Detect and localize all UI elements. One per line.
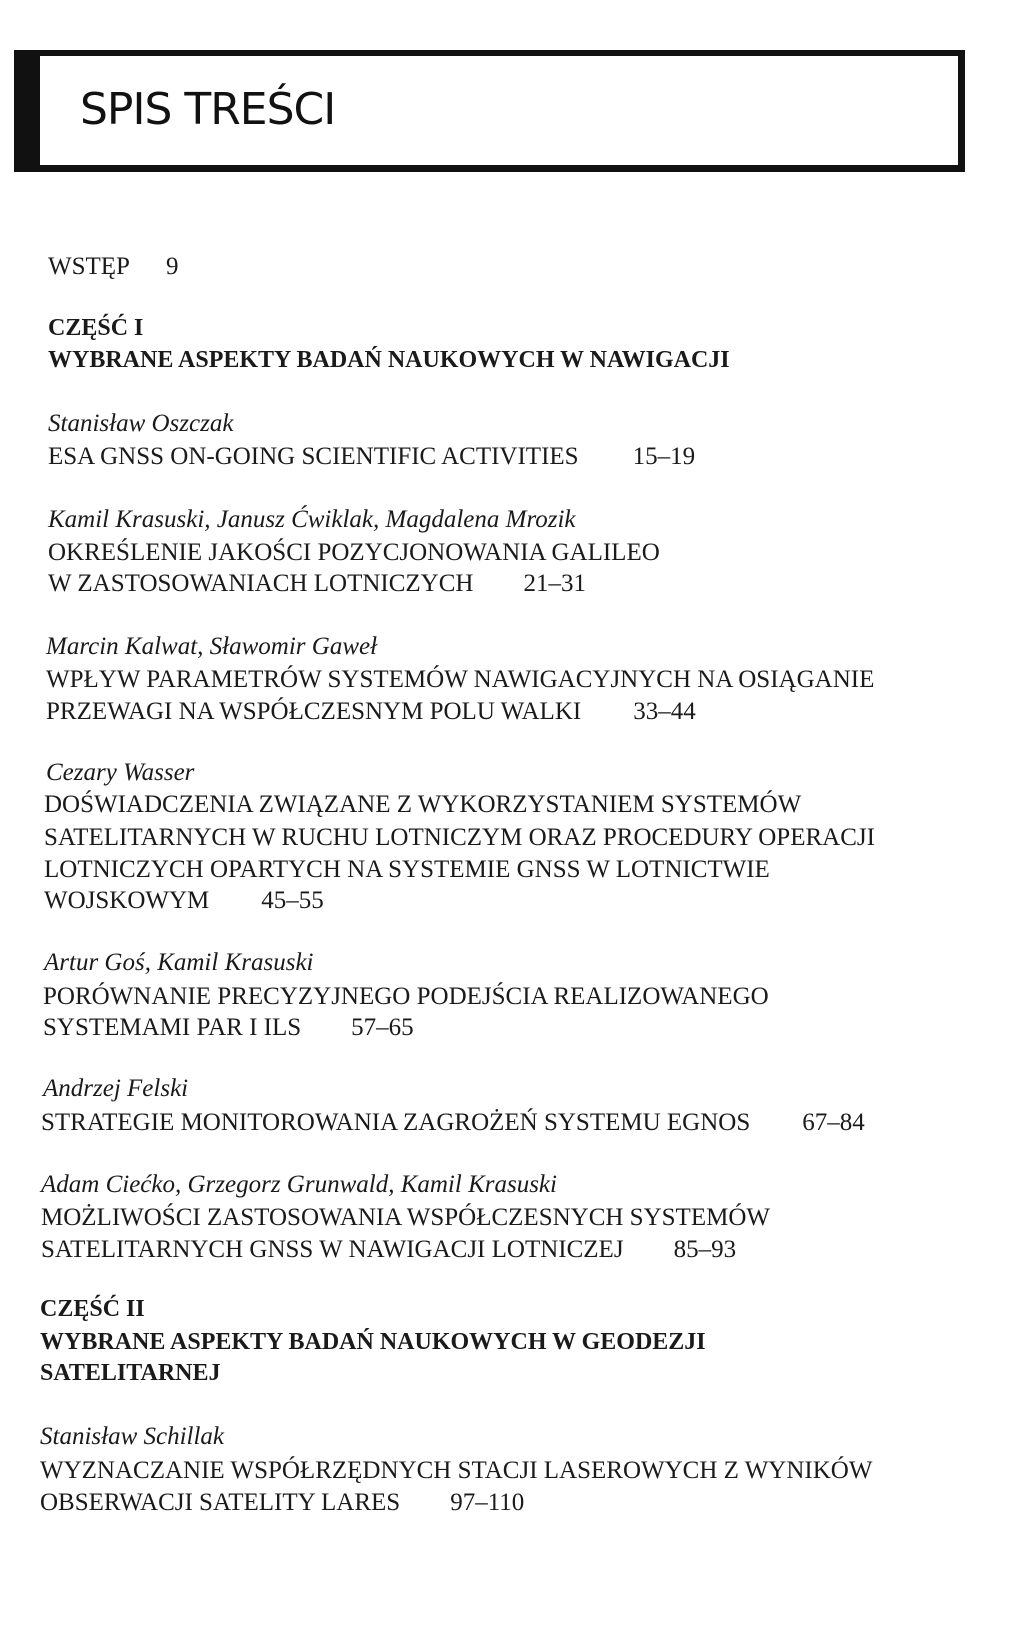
entry-title-text: SATELITARNYCH GNSS W NAWIGACJI LOTNICZEJ xyxy=(41,1236,624,1263)
part1-title: WYBRANE ASPEKTY BADAŃ NAUKOWYCH W NAWIGACJI xyxy=(48,347,730,373)
entry-title-text: W ZASTOSOWANIACH LOTNICZYCH xyxy=(48,570,474,597)
part2-label: CZĘŚĆ II xyxy=(40,1296,145,1322)
entry-title-line xyxy=(41,1110,865,1135)
entry-title-line: WYZNACZANIE WSPÓŁRZĘDNYCH STACJI LASEROWYCH Z WYNIKÓW xyxy=(40,1457,873,1484)
entry-authors: Stanisław Oszczak xyxy=(48,410,234,437)
entry-title-line xyxy=(41,1237,736,1262)
entry-title-line: WPŁYW PARAMETRÓW SYSTEMÓW NAWIGACYJNYCH NA OSIĄGANIE xyxy=(46,666,875,693)
entry-pages: 85–93 xyxy=(673,1236,737,1263)
entry-authors: Artur Goś, Kamil Krasuski xyxy=(44,949,314,976)
entry-title-line xyxy=(48,444,695,469)
entry-title-text: ESA GNSS ON-GOING SCIENTIFIC ACTIVITIES xyxy=(48,443,579,470)
entry-title-line xyxy=(40,1490,524,1515)
entry-authors: Kamil Krasuski, Janusz Ćwiklak, Magdalena Mrozik xyxy=(48,506,576,533)
part1-label: CZĘŚĆ I xyxy=(48,315,144,341)
part2-title-line: WYBRANE ASPEKTY BADAŃ NAUKOWYCH W GEODEZJI xyxy=(40,1329,706,1355)
intro-label: WSTĘP xyxy=(48,253,130,280)
intro-entry xyxy=(48,254,178,279)
header-box xyxy=(14,50,965,172)
entry-title-text: PRZEWAGI NA WSPÓŁCZESNYM POLU WALKI xyxy=(46,698,582,725)
entry-title-text: SYSTEMAMI PAR I ILS xyxy=(43,1014,302,1041)
entry-pages: 97–110 xyxy=(450,1489,525,1516)
page-title: SPIS TREŚCI xyxy=(80,84,336,135)
entry-title-line xyxy=(48,571,586,596)
entry-title-line xyxy=(43,1015,414,1040)
entry-pages: 45–55 xyxy=(261,887,324,914)
entry-pages: 57–65 xyxy=(351,1014,414,1041)
entry-title-line: MOŻLIWOŚCI ZASTOSOWANIA WSPÓŁCZESNYCH SYSTEMÓW xyxy=(41,1204,770,1231)
entry-title-text: OBSERWACJI SATELITY LARES xyxy=(40,1489,401,1516)
entry-pages: 15–19 xyxy=(632,443,696,470)
entry-title-line: LOTNICZYCH OPARTYCH NA SYSTEMIE GNSS W LOTNICTWIE xyxy=(44,856,770,883)
intro-page: 9 xyxy=(165,253,179,280)
entry-pages: 33–44 xyxy=(633,698,696,725)
entry-authors: Andrzej Felski xyxy=(43,1075,189,1102)
entry-title-text: STRATEGIE MONITOROWANIA ZAGROŻEŃ SYSTEMU EGNOS xyxy=(41,1109,751,1136)
entry-pages: 67–84 xyxy=(802,1109,865,1136)
entry-authors: Marcin Kalwat, Sławomir Gaweł xyxy=(46,633,378,660)
entry-title-line: OKREŚLENIE JAKOŚCI POZYCJONOWANIA GALILEO xyxy=(48,539,660,566)
entry-authors: Cezary Wasser xyxy=(46,759,195,786)
entry-title-text: WOJSKOWYM xyxy=(44,887,210,914)
entry-pages: 21–31 xyxy=(523,570,586,597)
entry-title-line: SATELITARNYCH W RUCHU LOTNICZYM ORAZ PROCEDURY OPERACJI xyxy=(44,824,875,851)
entry-title-line: DOŚWIADCZENIA ZWIĄZANE Z WYKORZYSTANIEM SYSTEMÓW xyxy=(44,791,802,818)
entry-title-line: PORÓWNANIE PRECYZYJNEGO PODEJŚCIA REALIZOWANEGO xyxy=(43,983,769,1010)
entry-title-line xyxy=(44,888,324,913)
part2-title-line: SATELITARNEJ xyxy=(40,1360,221,1386)
entry-title-line xyxy=(46,699,696,724)
entry-authors: Adam Ciećko, Grzegorz Grunwald, Kamil Krasuski xyxy=(41,1171,557,1198)
entry-authors: Stanisław Schillak xyxy=(40,1423,225,1450)
